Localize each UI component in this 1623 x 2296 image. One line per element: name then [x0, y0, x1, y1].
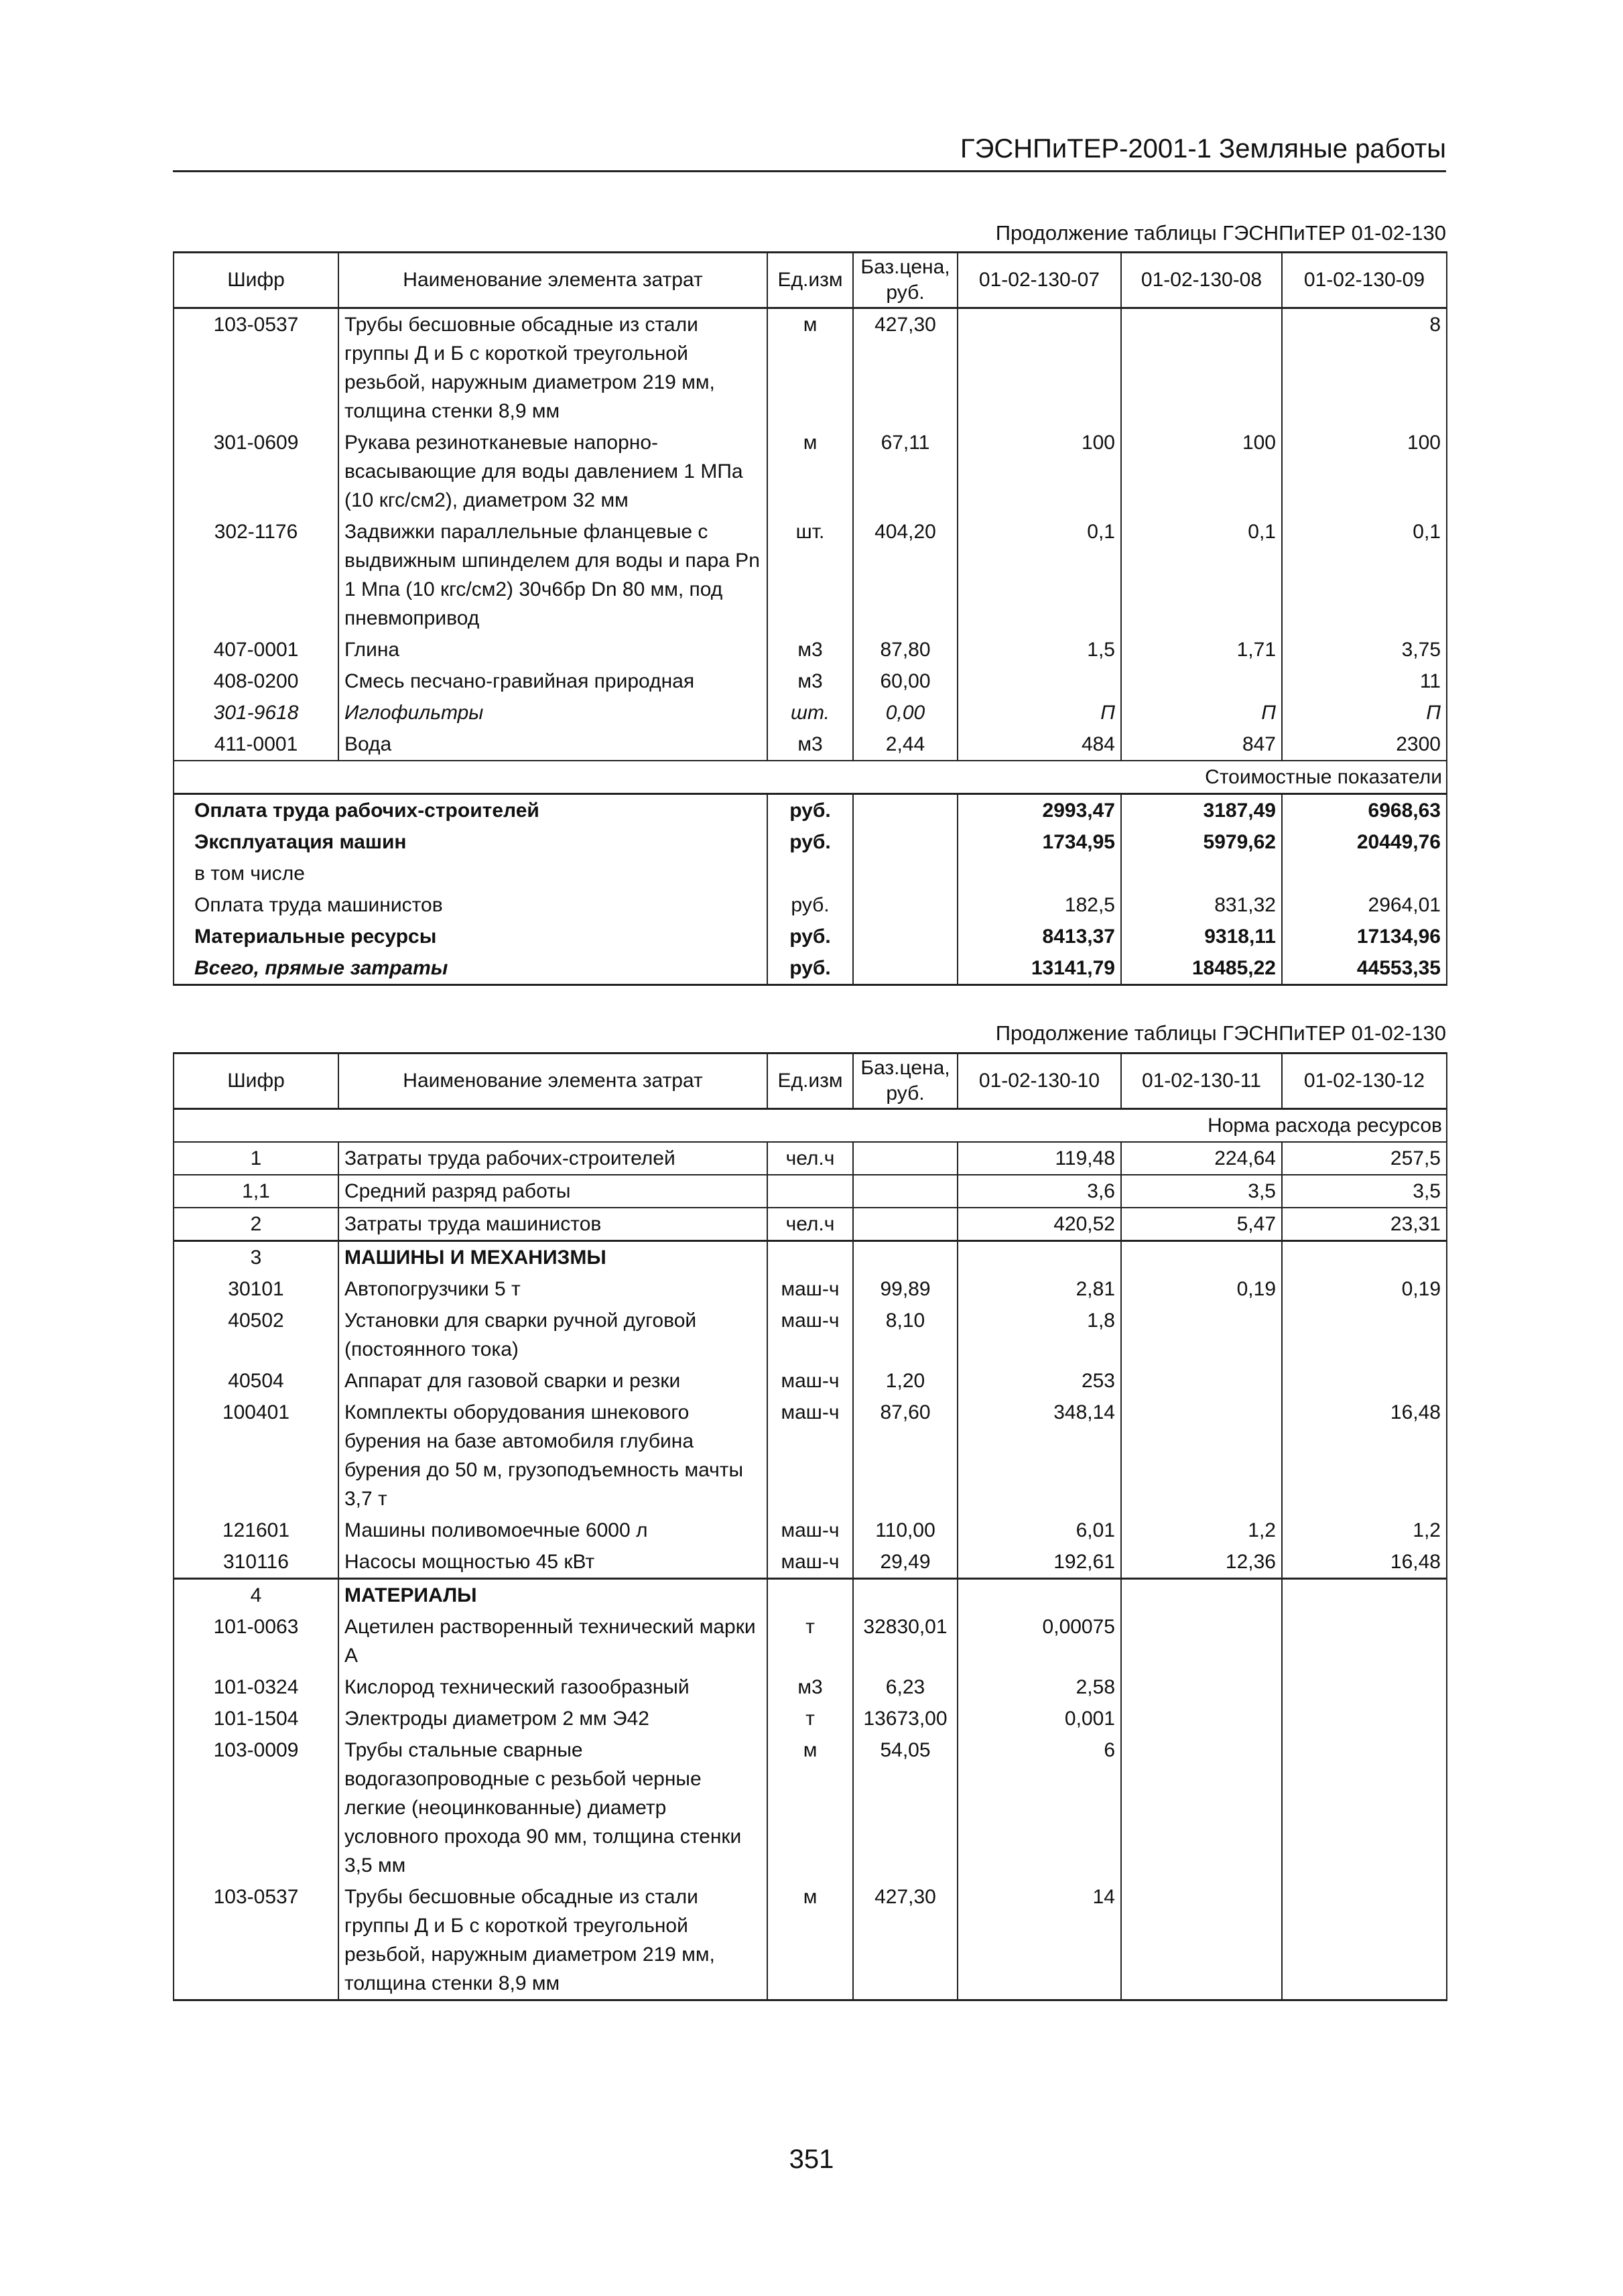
row-value-11: 12,36: [1121, 1546, 1282, 1579]
section-row: [174, 761, 1447, 794]
row-unit: [767, 1175, 853, 1208]
row-value-12: 16,48: [1282, 1546, 1447, 1579]
row-price: 0,00: [853, 697, 958, 728]
row-value-12: 0,19: [1282, 1273, 1447, 1305]
row-value-07: [958, 665, 1121, 697]
row-value-11: 1,2: [1121, 1515, 1282, 1546]
row-unit: маш-ч: [767, 1546, 853, 1579]
header-rule: [173, 170, 1446, 172]
cost-value-08: 5979,62: [1121, 826, 1282, 858]
col-header-price: Баз.цена, руб.: [853, 253, 958, 308]
row-code: 103-0009: [174, 1734, 338, 1881]
row-name: Комплекты оборудования шнекового бурения на базе автомобиля глубина бурения до 50 м, грузоподъемность мачты 3,7 т: [338, 1397, 767, 1515]
row-unit: [767, 1579, 853, 1612]
row-unit: маш-ч: [767, 1273, 853, 1305]
row-price: 99,89: [853, 1273, 958, 1305]
col-header-name: Наименование элемента затрат: [338, 253, 767, 308]
row-price: [853, 1241, 958, 1274]
row-value-10: 0,00075: [958, 1611, 1121, 1671]
page-number: 351: [789, 2145, 834, 2174]
row-price: 8,10: [853, 1305, 958, 1365]
row-value-08: [1121, 665, 1282, 697]
table-row: [174, 1515, 1447, 1546]
row-value-11: [1121, 1397, 1282, 1515]
cost-row: [174, 794, 1447, 827]
table2: [173, 1052, 1447, 2001]
row-code: 3: [174, 1241, 338, 1274]
row-value-12: [1282, 1703, 1447, 1734]
row-name: Трубы бесшовные обсадные из стали группы Д и Б с короткой треугольной резьбой, наружным диаметром 219 мм, толщина стенки 8,9 мм: [338, 1881, 767, 2000]
row-value-11: [1121, 1365, 1282, 1397]
table-row: [174, 1241, 1447, 1274]
row-value-10: 0,001: [958, 1703, 1121, 1734]
cost-unit: руб.: [767, 826, 853, 858]
table1: [173, 251, 1447, 986]
row-value-10: 2,81: [958, 1273, 1121, 1305]
row-price: 87,60: [853, 1397, 958, 1515]
col-header-price: Баз.цена, руб.: [853, 1054, 958, 1109]
cost-row: [174, 858, 1447, 889]
col-header-09: 01-02-130-09: [1282, 253, 1447, 308]
row-value-07: П: [958, 697, 1121, 728]
row-unit: м3: [767, 634, 853, 665]
row-value-10: 348,14: [958, 1397, 1121, 1515]
cost-value-07: 8413,37: [958, 921, 1121, 952]
cost-value-09: 44553,35: [1282, 952, 1447, 985]
table1-header-row: [174, 253, 1447, 308]
row-value-07: 0,1: [958, 516, 1121, 634]
row-unit: маш-ч: [767, 1397, 853, 1515]
row-price: 67,11: [853, 427, 958, 516]
row-value-11: [1121, 1671, 1282, 1703]
col-header-08: 01-02-130-08: [1121, 253, 1282, 308]
row-code: 1,1: [174, 1175, 338, 1208]
section-label-norm: Норма расхода ресурсов: [174, 1109, 1447, 1143]
row-value-10: 420,52: [958, 1208, 1121, 1241]
cost-value-08: 3187,49: [1121, 794, 1282, 827]
cost-unit: руб.: [767, 889, 853, 921]
row-name: МАТЕРИАЛЫ: [338, 1579, 767, 1612]
row-value-10: 253: [958, 1365, 1121, 1397]
row-value-12: 1,2: [1282, 1515, 1447, 1546]
col-header-code: Шифр: [174, 253, 338, 308]
row-value-12: [1282, 1734, 1447, 1881]
row-value-08: 847: [1121, 728, 1282, 761]
table-row: [174, 516, 1447, 634]
row-unit: маш-ч: [767, 1305, 853, 1365]
row-value-10: 119,48: [958, 1142, 1121, 1175]
row-name: Трубы стальные сварные водогазопроводные с резьбой черные легкие (неоцинкованные) диаметр условного прохода 90 мм, толщина стенки 3,5 мм: [338, 1734, 767, 1881]
row-name: Глина: [338, 634, 767, 665]
row-price: [853, 1175, 958, 1208]
row-name: Ацетилен растворенный технический марки А: [338, 1611, 767, 1671]
row-unit: маш-ч: [767, 1365, 853, 1397]
row-value-11: [1121, 1734, 1282, 1881]
row-value-10: 3,6: [958, 1175, 1121, 1208]
section-row: [174, 1109, 1447, 1143]
row-value-10: 1,8: [958, 1305, 1121, 1365]
table-row: [174, 1273, 1447, 1305]
table-row: [174, 634, 1447, 665]
row-name: Рукава резинотканевые напорно-всасывающие для воды давлением 1 МПа (10 кгс/см2), диаметром 32 мм: [338, 427, 767, 516]
row-code: 40504: [174, 1365, 338, 1397]
row-unit: м: [767, 1734, 853, 1881]
cost-price: [853, 889, 958, 921]
cost-value-08: 18485,22: [1121, 952, 1282, 985]
cost-price: [853, 921, 958, 952]
row-name: Аппарат для газовой сварки и резки: [338, 1365, 767, 1397]
table-row: [174, 1208, 1447, 1241]
row-unit: [767, 1241, 853, 1274]
cost-row: [174, 952, 1447, 985]
row-value-11: 224,64: [1121, 1142, 1282, 1175]
row-value-10: [958, 1579, 1121, 1612]
row-value-12: 3,5: [1282, 1175, 1447, 1208]
row-code: 310116: [174, 1546, 338, 1579]
table-row: [174, 1305, 1447, 1365]
cost-price: [853, 952, 958, 985]
row-name: Кислород технический газообразный: [338, 1671, 767, 1703]
row-value-11: 3,5: [1121, 1175, 1282, 1208]
cost-unit: руб.: [767, 952, 853, 985]
row-unit: маш-ч: [767, 1515, 853, 1546]
cost-price: [853, 794, 958, 827]
cost-unit: [767, 858, 853, 889]
cost-name: Всего, прямые затраты: [174, 952, 767, 985]
row-price: [853, 1579, 958, 1612]
row-code: 1: [174, 1142, 338, 1175]
row-name: Электроды диаметром 2 мм Э42: [338, 1703, 767, 1734]
row-value-12: 16,48: [1282, 1397, 1447, 1515]
table-row: [174, 665, 1447, 697]
col-header-10: 01-02-130-10: [958, 1054, 1121, 1109]
row-value-08: 0,1: [1121, 516, 1282, 634]
cost-row: [174, 921, 1447, 952]
row-code: 103-0537: [174, 1881, 338, 2000]
row-price: 6,23: [853, 1671, 958, 1703]
row-value-11: [1121, 1305, 1282, 1365]
row-price: 404,20: [853, 516, 958, 634]
header-title: ГЭСНПиТЕР-2001-1 Земляные работы: [960, 134, 1446, 164]
row-unit: т: [767, 1611, 853, 1671]
row-name: Вода: [338, 728, 767, 761]
row-value-09: 11: [1282, 665, 1447, 697]
row-unit: м: [767, 1881, 853, 2000]
row-name: Насосы мощностью 45 кВт: [338, 1546, 767, 1579]
row-price: 2,44: [853, 728, 958, 761]
section-label-cost: Стоимостные показатели: [174, 761, 1447, 794]
row-price: 60,00: [853, 665, 958, 697]
row-code: 2: [174, 1208, 338, 1241]
row-code: 301-9618: [174, 697, 338, 728]
cost-value-08: 9318,11: [1121, 921, 1282, 952]
row-code: 121601: [174, 1515, 338, 1546]
row-value-11: 0,19: [1121, 1273, 1282, 1305]
row-code: 101-0324: [174, 1671, 338, 1703]
row-value-09: 2300: [1282, 728, 1447, 761]
row-code: 103-0537: [174, 308, 338, 428]
row-unit: шт.: [767, 697, 853, 728]
cost-unit: руб.: [767, 921, 853, 952]
row-value-07: 100: [958, 427, 1121, 516]
row-value-11: [1121, 1579, 1282, 1612]
row-code: 100401: [174, 1397, 338, 1515]
table-row: [174, 1579, 1447, 1612]
table-row: [174, 728, 1447, 761]
page-header: [173, 134, 1446, 174]
cost-value-09: 2964,01: [1282, 889, 1447, 921]
row-name: Смесь песчано-гравийная природная: [338, 665, 767, 697]
row-value-10: 14: [958, 1881, 1121, 2000]
row-value-09: 8: [1282, 308, 1447, 428]
row-price: 87,80: [853, 634, 958, 665]
cost-value-09: 6968,63: [1282, 794, 1447, 827]
row-value-12: [1282, 1611, 1447, 1671]
row-value-11: [1121, 1881, 1282, 2000]
col-header-07: 01-02-130-07: [958, 253, 1121, 308]
row-value-10: 2,58: [958, 1671, 1121, 1703]
row-price: 54,05: [853, 1734, 958, 1881]
table-row: [174, 1703, 1447, 1734]
row-code: 301-0609: [174, 427, 338, 516]
row-unit: м3: [767, 665, 853, 697]
row-unit: чел.ч: [767, 1208, 853, 1241]
row-value-12: [1282, 1305, 1447, 1365]
cost-value-09: [1282, 858, 1447, 889]
row-value-10: 6,01: [958, 1515, 1121, 1546]
table-row: [174, 427, 1447, 516]
row-unit: м3: [767, 728, 853, 761]
col-header-12: 01-02-130-12: [1282, 1054, 1447, 1109]
row-value-10: 192,61: [958, 1546, 1121, 1579]
cost-value-07: 13141,79: [958, 952, 1121, 985]
row-value-12: 23,31: [1282, 1208, 1447, 1241]
cost-row: [174, 889, 1447, 921]
row-code: 302-1176: [174, 516, 338, 634]
row-unit: м: [767, 308, 853, 428]
row-value-07: 1,5: [958, 634, 1121, 665]
row-code: 4: [174, 1579, 338, 1612]
row-value-11: [1121, 1241, 1282, 1274]
row-name: Трубы бесшовные обсадные из стали группы Д и Б с короткой треугольной резьбой, наружным диаметром 219 мм, толщина стенки 8,9 мм: [338, 308, 767, 428]
row-name: Автопогрузчики 5 т: [338, 1273, 767, 1305]
row-price: 427,30: [853, 308, 958, 428]
row-price: 13673,00: [853, 1703, 958, 1734]
row-value-08: П: [1121, 697, 1282, 728]
row-name: Затраты труда рабочих-строителей: [338, 1142, 767, 1175]
table-row: [174, 1142, 1447, 1175]
cost-value-09: 17134,96: [1282, 921, 1447, 952]
cost-name: Материальные ресурсы: [174, 921, 767, 952]
cost-unit: руб.: [767, 794, 853, 827]
row-value-11: [1121, 1703, 1282, 1734]
cost-price: [853, 826, 958, 858]
cost-value-07: 1734,95: [958, 826, 1121, 858]
cost-name: Оплата труда рабочих-строителей: [174, 794, 767, 827]
row-price: [853, 1142, 958, 1175]
row-unit: м3: [767, 1671, 853, 1703]
row-name: Машины поливомоечные 6000 л: [338, 1515, 767, 1546]
table-row: [174, 1175, 1447, 1208]
cost-row: [174, 826, 1447, 858]
row-value-07: 484: [958, 728, 1121, 761]
table-row: [174, 1365, 1447, 1397]
row-unit: т: [767, 1703, 853, 1734]
row-value-09: 0,1: [1282, 516, 1447, 634]
row-value-09: 100: [1282, 427, 1447, 516]
row-code: 101-0063: [174, 1611, 338, 1671]
table-row: [174, 1611, 1447, 1671]
row-value-08: 1,71: [1121, 634, 1282, 665]
row-value-10: [958, 1241, 1121, 1274]
col-header-code: Шифр: [174, 1054, 338, 1109]
row-value-08: 100: [1121, 427, 1282, 516]
cost-value-07: 2993,47: [958, 794, 1121, 827]
row-value-11: 5,47: [1121, 1208, 1282, 1241]
row-name: Установки для сварки ручной дуговой (постоянного тока): [338, 1305, 767, 1365]
row-value-09: П: [1282, 697, 1447, 728]
cost-name: Эксплуатация машин: [174, 826, 767, 858]
row-code: 408-0200: [174, 665, 338, 697]
row-price: 110,00: [853, 1515, 958, 1546]
row-name: МАШИНЫ И МЕХАНИЗМЫ: [338, 1241, 767, 1274]
row-unit: чел.ч: [767, 1142, 853, 1175]
row-code: 30101: [174, 1273, 338, 1305]
table-row: [174, 1881, 1447, 2000]
table-row: [174, 697, 1447, 728]
row-value-09: 3,75: [1282, 634, 1447, 665]
table-row: [174, 1671, 1447, 1703]
row-code: 40502: [174, 1305, 338, 1365]
table-row: [174, 1734, 1447, 1881]
row-price: 29,49: [853, 1546, 958, 1579]
cost-value-08: 831,32: [1121, 889, 1282, 921]
table-row: [174, 308, 1447, 428]
cost-value-09: 20449,76: [1282, 826, 1447, 858]
cost-value-08: [1121, 858, 1282, 889]
cost-value-07: 182,5: [958, 889, 1121, 921]
row-value-11: [1121, 1611, 1282, 1671]
row-code: 101-1504: [174, 1703, 338, 1734]
cost-name: в том числе: [174, 858, 767, 889]
row-price: 427,30: [853, 1881, 958, 2000]
row-value-10: 6: [958, 1734, 1121, 1881]
row-price: 32830,01: [853, 1611, 958, 1671]
row-name: Затраты труда машинистов: [338, 1208, 767, 1241]
row-code: 411-0001: [174, 728, 338, 761]
col-header-name: Наименование элемента затрат: [338, 1054, 767, 1109]
row-value-12: [1282, 1881, 1447, 2000]
cost-value-07: [958, 858, 1121, 889]
table2-caption: Продолжение таблицы ГЭСНПиТЕР 01-02-130: [995, 1021, 1446, 1045]
cost-price: [853, 858, 958, 889]
row-code: 407-0001: [174, 634, 338, 665]
table-row: [174, 1546, 1447, 1579]
row-price: [853, 1208, 958, 1241]
row-unit: м: [767, 427, 853, 516]
col-header-11: 01-02-130-11: [1121, 1054, 1282, 1109]
row-value-07: [958, 308, 1121, 428]
col-header-unit: Ед.изм: [767, 1054, 853, 1109]
row-name: Задвижки параллельные фланцевые с выдвижным шпинделем для воды и пара Рn 1 Мпа (10 кгс/см2) 30ч6бр Dn 80 мм, под пневмопривод: [338, 516, 767, 634]
table-row: [174, 1397, 1447, 1515]
row-value-12: [1282, 1365, 1447, 1397]
table2-header-row: [174, 1054, 1447, 1109]
row-value-12: [1282, 1579, 1447, 1612]
table1-caption: Продолжение таблицы ГЭСНПиТЕР 01-02-130: [995, 221, 1446, 245]
row-value-12: [1282, 1241, 1447, 1274]
row-name: Средний разряд работы: [338, 1175, 767, 1208]
row-value-08: [1121, 308, 1282, 428]
row-price: 1,20: [853, 1365, 958, 1397]
row-unit: шт.: [767, 516, 853, 634]
cost-name: Оплата труда машинистов: [174, 889, 767, 921]
col-header-unit: Ед.изм: [767, 253, 853, 308]
row-value-12: 257,5: [1282, 1142, 1447, 1175]
row-value-12: [1282, 1671, 1447, 1703]
row-name: Иглофильтры: [338, 697, 767, 728]
